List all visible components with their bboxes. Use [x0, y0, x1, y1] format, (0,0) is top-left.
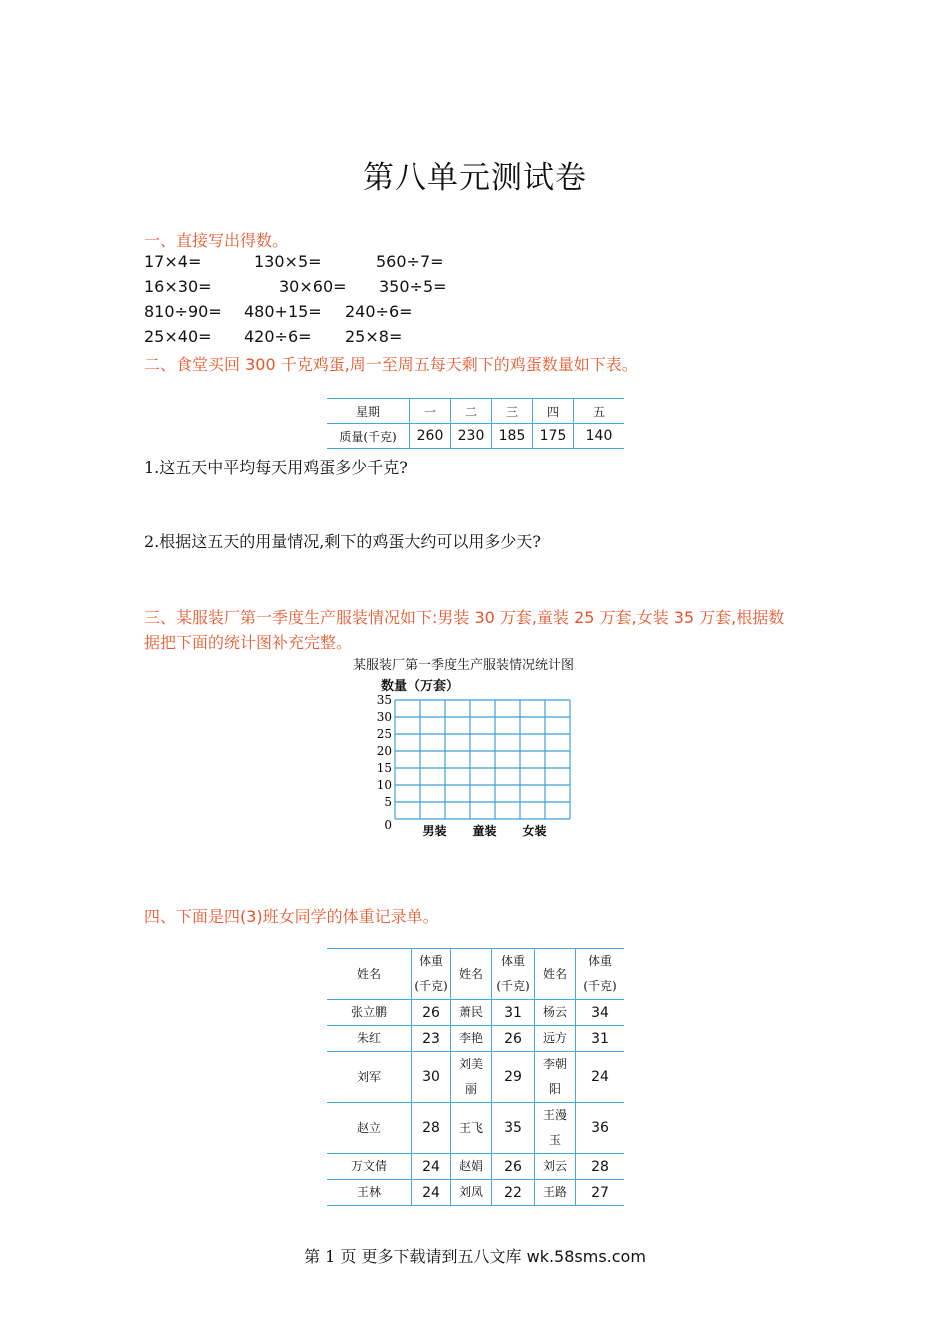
cell-text: 丽	[464, 1082, 477, 1096]
table-cell	[327, 1103, 412, 1154]
y-tick-label: 35	[376, 693, 392, 707]
table-cell: 一	[410, 399, 451, 424]
weight-table	[327, 948, 624, 1206]
problem: 130×5=	[254, 252, 322, 271]
y-tick-label: 10	[376, 778, 392, 792]
y-tick-label: 30	[376, 710, 392, 724]
table-cell	[327, 1026, 412, 1052]
problem: 25×40=	[144, 327, 212, 346]
table-cell	[535, 1026, 576, 1052]
table-cell: 星期	[327, 399, 410, 424]
question-1: 1.这五天中平均每天用鸡蛋多少千克?	[144, 458, 408, 477]
y-tick-label: 0	[384, 818, 392, 832]
section3-heading-line2: 据把下面的统计图补充完整。	[144, 633, 353, 652]
cell-text: 体重	[500, 954, 525, 968]
egg-table	[327, 398, 624, 449]
problem: 810÷90=	[144, 302, 222, 321]
x-tick-label: 童装	[472, 824, 497, 838]
table-cell	[327, 1052, 412, 1103]
table-cell: 质量(千克)	[327, 424, 410, 449]
table-cell	[451, 1000, 492, 1026]
cell-text: 赵立	[356, 1120, 381, 1135]
problem: 16×30=	[144, 277, 212, 296]
bar-chart	[340, 690, 600, 840]
question-2: 2.根据这五天的用量情况,剩下的鸡蛋大约可以用多少天?	[144, 532, 541, 551]
chart-y-axis-label: 数量（万套）	[381, 679, 460, 694]
section2-heading: 二、食堂买回 300 千克鸡蛋,周一至周五每天剩下的鸡蛋数量如下表。	[144, 355, 638, 374]
y-tick-label: 20	[376, 744, 392, 758]
table-cell: 30	[412, 1052, 451, 1103]
table-cell: 140	[574, 424, 625, 449]
table-row	[327, 1154, 624, 1180]
cell-text: 刘军	[356, 1069, 381, 1084]
table-cell: 36	[576, 1103, 625, 1154]
table-cell: 31	[576, 1026, 625, 1052]
table-cell	[535, 1000, 576, 1026]
cell-text: 体重	[587, 954, 612, 968]
cell-text: 刘凤	[458, 1185, 483, 1199]
cell-text: 朱红	[356, 1031, 381, 1045]
table-cell	[451, 1052, 492, 1103]
chart-y-ticks	[377, 693, 392, 832]
chart-x-ticks	[422, 823, 546, 838]
table-cell: 28	[576, 1154, 625, 1180]
table-cell: 四	[533, 399, 574, 424]
cell-text: 王飞	[458, 1120, 483, 1135]
table-cell: 175	[533, 424, 574, 449]
problem: 420÷6=	[244, 327, 312, 346]
table-cell: 230	[451, 424, 492, 449]
problem: 240÷6=	[345, 302, 413, 321]
footer-site: wk.58sms.com	[526, 1247, 646, 1266]
table-cell	[535, 1154, 576, 1180]
cell-text: 阳	[548, 1082, 561, 1096]
cell-text: 赵娟	[458, 1159, 483, 1173]
table-cell	[451, 1154, 492, 1180]
chart-title: 某服装厂第一季度生产服装情况统计图	[353, 658, 575, 673]
table-cell	[576, 949, 625, 1000]
cell-text: (千克)	[583, 979, 617, 993]
table-cell: 26	[492, 1026, 535, 1052]
cell-text: 王路	[542, 1185, 567, 1199]
table-cell: 34	[576, 1000, 625, 1026]
cell-text: 体重	[418, 954, 443, 968]
cell-text: 姓名	[356, 966, 381, 981]
table-cell: 三	[492, 399, 533, 424]
problem: 17×4=	[144, 252, 202, 271]
table-cell: 24	[412, 1154, 451, 1180]
cell-text: 萧民	[458, 1005, 483, 1019]
table-cell	[535, 1103, 576, 1154]
section4-heading: 四、下面是四(3)班女同学的体重记录单。	[144, 907, 439, 926]
table-header-row	[327, 399, 624, 424]
cell-text: 王林	[356, 1185, 381, 1199]
table-cell: 35	[492, 1103, 535, 1154]
page-footer	[0, 1244, 950, 1267]
section3-heading-line1: 三、某服装厂第一季度生产服装情况如下:男装 30 万套,童装 25 万套,女装 35 万套,根据数	[144, 608, 785, 627]
table-header-row	[327, 949, 624, 1000]
table-cell	[535, 1180, 576, 1206]
cell-text: (千克)	[414, 979, 448, 993]
table-cell: 23	[412, 1026, 451, 1052]
cell-text: (千克)	[496, 979, 530, 993]
table-cell: 24	[576, 1052, 625, 1103]
table-cell: 185	[492, 424, 533, 449]
cell-text: 刘美	[458, 1057, 483, 1071]
table-row	[327, 424, 624, 449]
table-cell: 26	[492, 1154, 535, 1180]
cell-text: 姓名	[458, 966, 483, 981]
table-cell: 22	[492, 1180, 535, 1206]
y-tick-label: 15	[376, 761, 392, 775]
table-cell: 五	[574, 399, 625, 424]
table-cell: 31	[492, 1000, 535, 1026]
problem: 560÷7=	[376, 252, 444, 271]
table-cell: 26	[412, 1000, 451, 1026]
footer-text: 第 1 页 更多下载请到五八文库	[304, 1247, 527, 1266]
table-cell: 24	[412, 1180, 451, 1206]
x-tick-label: 男装	[422, 824, 447, 838]
table-row	[327, 1000, 624, 1026]
table-cell: 29	[492, 1052, 535, 1103]
table-row	[327, 1026, 624, 1052]
cell-text: 李艳	[458, 1031, 483, 1045]
table-cell	[535, 949, 576, 1000]
x-tick-label: 女装	[522, 824, 547, 838]
problem: 350÷5=	[379, 277, 447, 296]
table-cell	[327, 1000, 412, 1026]
cell-text: 李朝	[542, 1057, 567, 1071]
table-cell	[451, 1180, 492, 1206]
table-row	[327, 1180, 624, 1206]
table-cell	[451, 1026, 492, 1052]
table-cell	[412, 949, 451, 1000]
cell-text: 远方	[542, 1031, 567, 1045]
cell-text: 王漫	[542, 1108, 567, 1122]
table-cell: 27	[576, 1180, 625, 1206]
y-tick-label: 5	[384, 795, 392, 809]
table-cell	[327, 1154, 412, 1180]
cell-text: 姓名	[542, 966, 567, 981]
table-cell	[451, 1103, 492, 1154]
table-row	[327, 1103, 624, 1154]
table-cell	[327, 949, 412, 1000]
cell-text: 玉	[548, 1133, 561, 1147]
section1-heading: 一、直接写出得数。	[144, 231, 289, 250]
table-cell	[492, 949, 535, 1000]
table-cell: 二	[451, 399, 492, 424]
cell-text: 刘云	[542, 1159, 567, 1173]
table-cell: 260	[410, 424, 451, 449]
cell-text: 张立鹏	[350, 1005, 387, 1019]
table-cell: 28	[412, 1103, 451, 1154]
table-cell	[535, 1052, 576, 1103]
y-tick-label: 25	[376, 727, 392, 741]
table-row	[327, 1052, 624, 1103]
problem: 480+15=	[244, 302, 322, 321]
table-cell	[451, 949, 492, 1000]
cell-text: 万文倩	[350, 1159, 387, 1173]
problem: 25×8=	[345, 327, 403, 346]
page-title: 第八单元测试卷	[363, 160, 587, 196]
chart-grid	[395, 700, 570, 819]
problem: 30×60=	[279, 277, 347, 296]
table-cell	[327, 1180, 412, 1206]
cell-text: 杨云	[542, 1005, 567, 1019]
